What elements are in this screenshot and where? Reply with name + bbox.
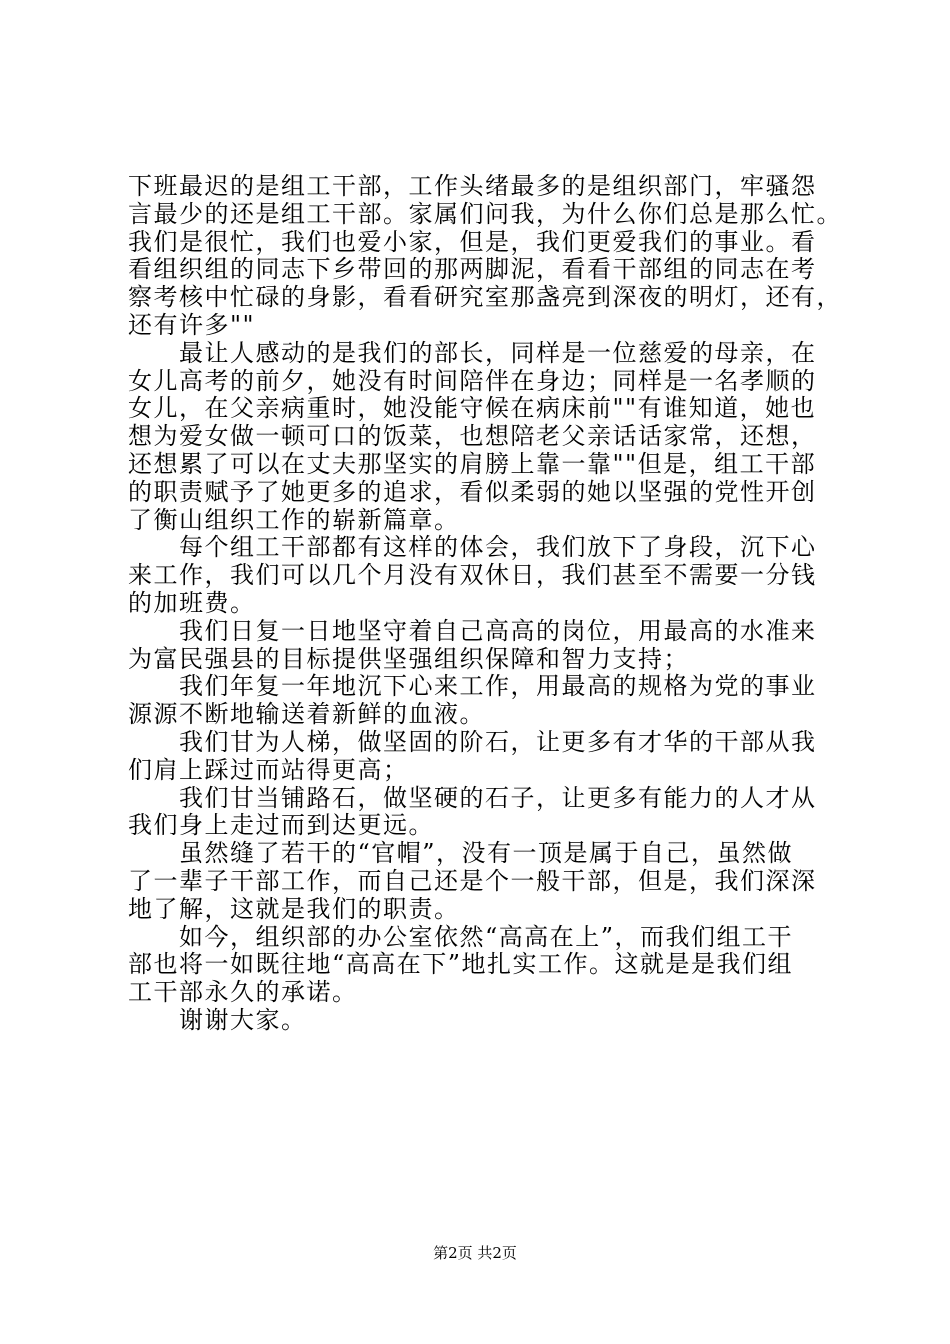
text-line: 还有许多"" xyxy=(128,310,256,339)
text-line: 还想累了可以在丈夫那坚实的肩膀上靠一靠""但是，组工干部 xyxy=(128,449,817,478)
text-line: 我们甘为人梯，做坚固的阶石，让更多有才华的干部从我 xyxy=(128,727,817,756)
text-line: 我们年复一年地沉下心来工作，用最高的规格为党的事业 xyxy=(128,672,817,701)
text-line: 我们日复一日地坚守着自己高高的岗位，用最高的水准来 xyxy=(128,616,817,645)
text-line: 了衡山组织工作的崭新篇章。 xyxy=(128,505,460,534)
text-line: 我们身上走过而到达更远。 xyxy=(128,811,434,840)
text-line: 部也将一如既往地“高高在下”地扎实工作。这就是是我们组 xyxy=(128,950,794,979)
text-line: 了一辈子干部工作，而自己还是个一般干部，但是，我们深深 xyxy=(128,866,817,895)
text-line: 的加班费。 xyxy=(128,588,256,617)
text-line: 来工作，我们可以几个月没有双休日，我们甚至不需要一分钱 xyxy=(128,561,817,590)
text-line: 为富民强县的目标提供坚强组织保障和智力支持； xyxy=(128,644,689,673)
text-line: 虽然缝了若干的“官帽”，没有一顶是属于自己，虽然做 xyxy=(128,839,794,868)
text-line: 下班最迟的是组工干部，工作头绪最多的是组织部门，牢骚怨 xyxy=(128,172,817,200)
text-line: 最让人感动的是我们的部长，同样是一位慈爱的母亲，在 xyxy=(128,338,817,367)
text-line: 女儿高考的前夕，她没有时间陪伴在身边；同样是一名孝顺的 xyxy=(128,366,817,395)
text-line: 我们甘当铺路石，做坚硬的石子，让更多有能力的人才从 xyxy=(128,783,817,812)
text-line: 源源不断地输送着新鲜的血液。 xyxy=(128,700,485,729)
page-number-footer: 第2页 共2页 xyxy=(433,1244,517,1262)
text-line: 想为爱女做一顿可口的饭菜，也想陪老父亲话话家常，还想， xyxy=(128,422,817,451)
text-line: 每个组工干部都有这样的体会，我们放下了身段，沉下心 xyxy=(128,533,817,562)
text-line: 的职责赋予了她更多的追求，看似柔弱的她以坚强的党性开创 xyxy=(128,477,817,506)
text-line: 言最少的还是组工干部。家属们问我，为什么你们总是那么忙。 xyxy=(128,199,842,228)
text-line: 看组织组的同志下乡带回的那两脚泥，看看干部组的同志在考 xyxy=(128,255,817,284)
text-line: 工干部永久的承诺。 xyxy=(128,978,358,1007)
text-line: 谢谢大家。 xyxy=(128,1005,307,1034)
text-line: 我们是很忙，我们也爱小家，但是，我们更爱我们的事业。看 xyxy=(128,227,817,256)
text-line: 如今，组织部的办公室依然“高高在上”，而我们组工干 xyxy=(128,922,794,951)
speech-body xyxy=(128,172,842,1035)
text-line: 察考核中忙碌的身影，看看研究室那盏亮到深夜的明灯，还有， xyxy=(128,283,842,312)
text-line: 们肩上踩过而站得更高； xyxy=(128,755,409,784)
text-line: 地了解，这就是我们的职责。 xyxy=(128,894,460,923)
text-line: 女儿，在父亲病重时，她没能守候在病床前""有谁知道，她也 xyxy=(128,394,817,423)
